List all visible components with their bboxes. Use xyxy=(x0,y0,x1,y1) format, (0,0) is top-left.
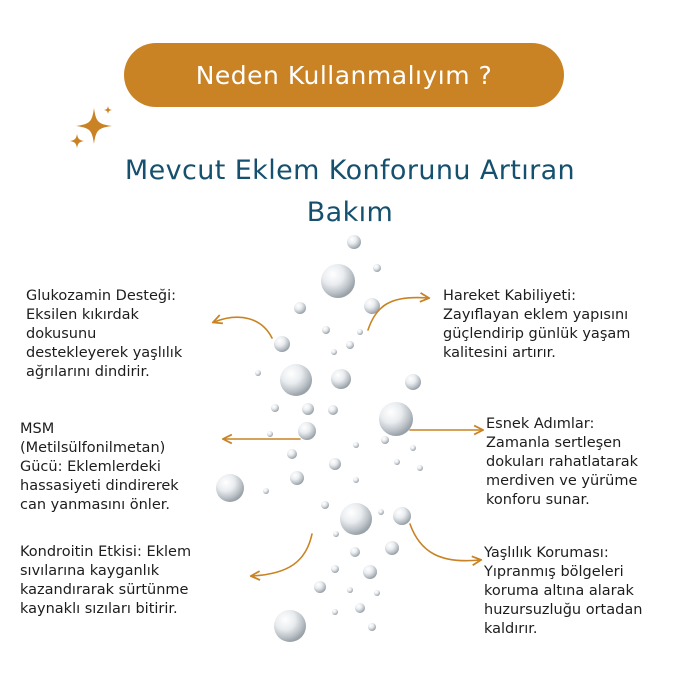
curved-arrow-icon xyxy=(214,298,482,576)
benefit-esnek: Esnek Adımlar: Zamanla sertleşen dokuları rahatlatarak merdiven ve yürüme konforu sunar. xyxy=(486,416,639,508)
title-line-2: Bakım xyxy=(306,197,394,228)
header-pill xyxy=(124,43,564,107)
sparkle-icon xyxy=(66,104,120,154)
benefit-hareket: Hareket Kabiliyeti: Zayıflayan eklem yapısını güçlendirip günlük yaşam kalitesini artırır. xyxy=(443,288,631,361)
benefit-msm: MSM (Metilsülfonilmetan) Gücü: Eklemlerdeki hassasiyeti dindirerek can yanmasını önler. xyxy=(20,421,179,513)
title-line-1: Mevcut Eklem Konforunu Artıran xyxy=(124,155,576,186)
page-title xyxy=(40,150,660,234)
benefit-yaslilik: Yaşlılık Koruması: Yıpranmış bölgeleri koruma altına alarak huzursuzluğu ortadan kaldırır. xyxy=(484,545,643,637)
benefit-glukozamin: Glukozamin Desteği: Eksilen kıkırdak dokusunu destekleyerek yaşlılık ağrılarını dindirir. xyxy=(26,288,183,380)
header-pill-text: Neden Kullanmalıyım ? xyxy=(195,60,493,90)
benefit-kondroitin: Kondroitin Etkisi: Eklem sıvılarına kayganlık kazandırarak sürtünme kaynaklı sızıları bitirir. xyxy=(20,544,192,617)
